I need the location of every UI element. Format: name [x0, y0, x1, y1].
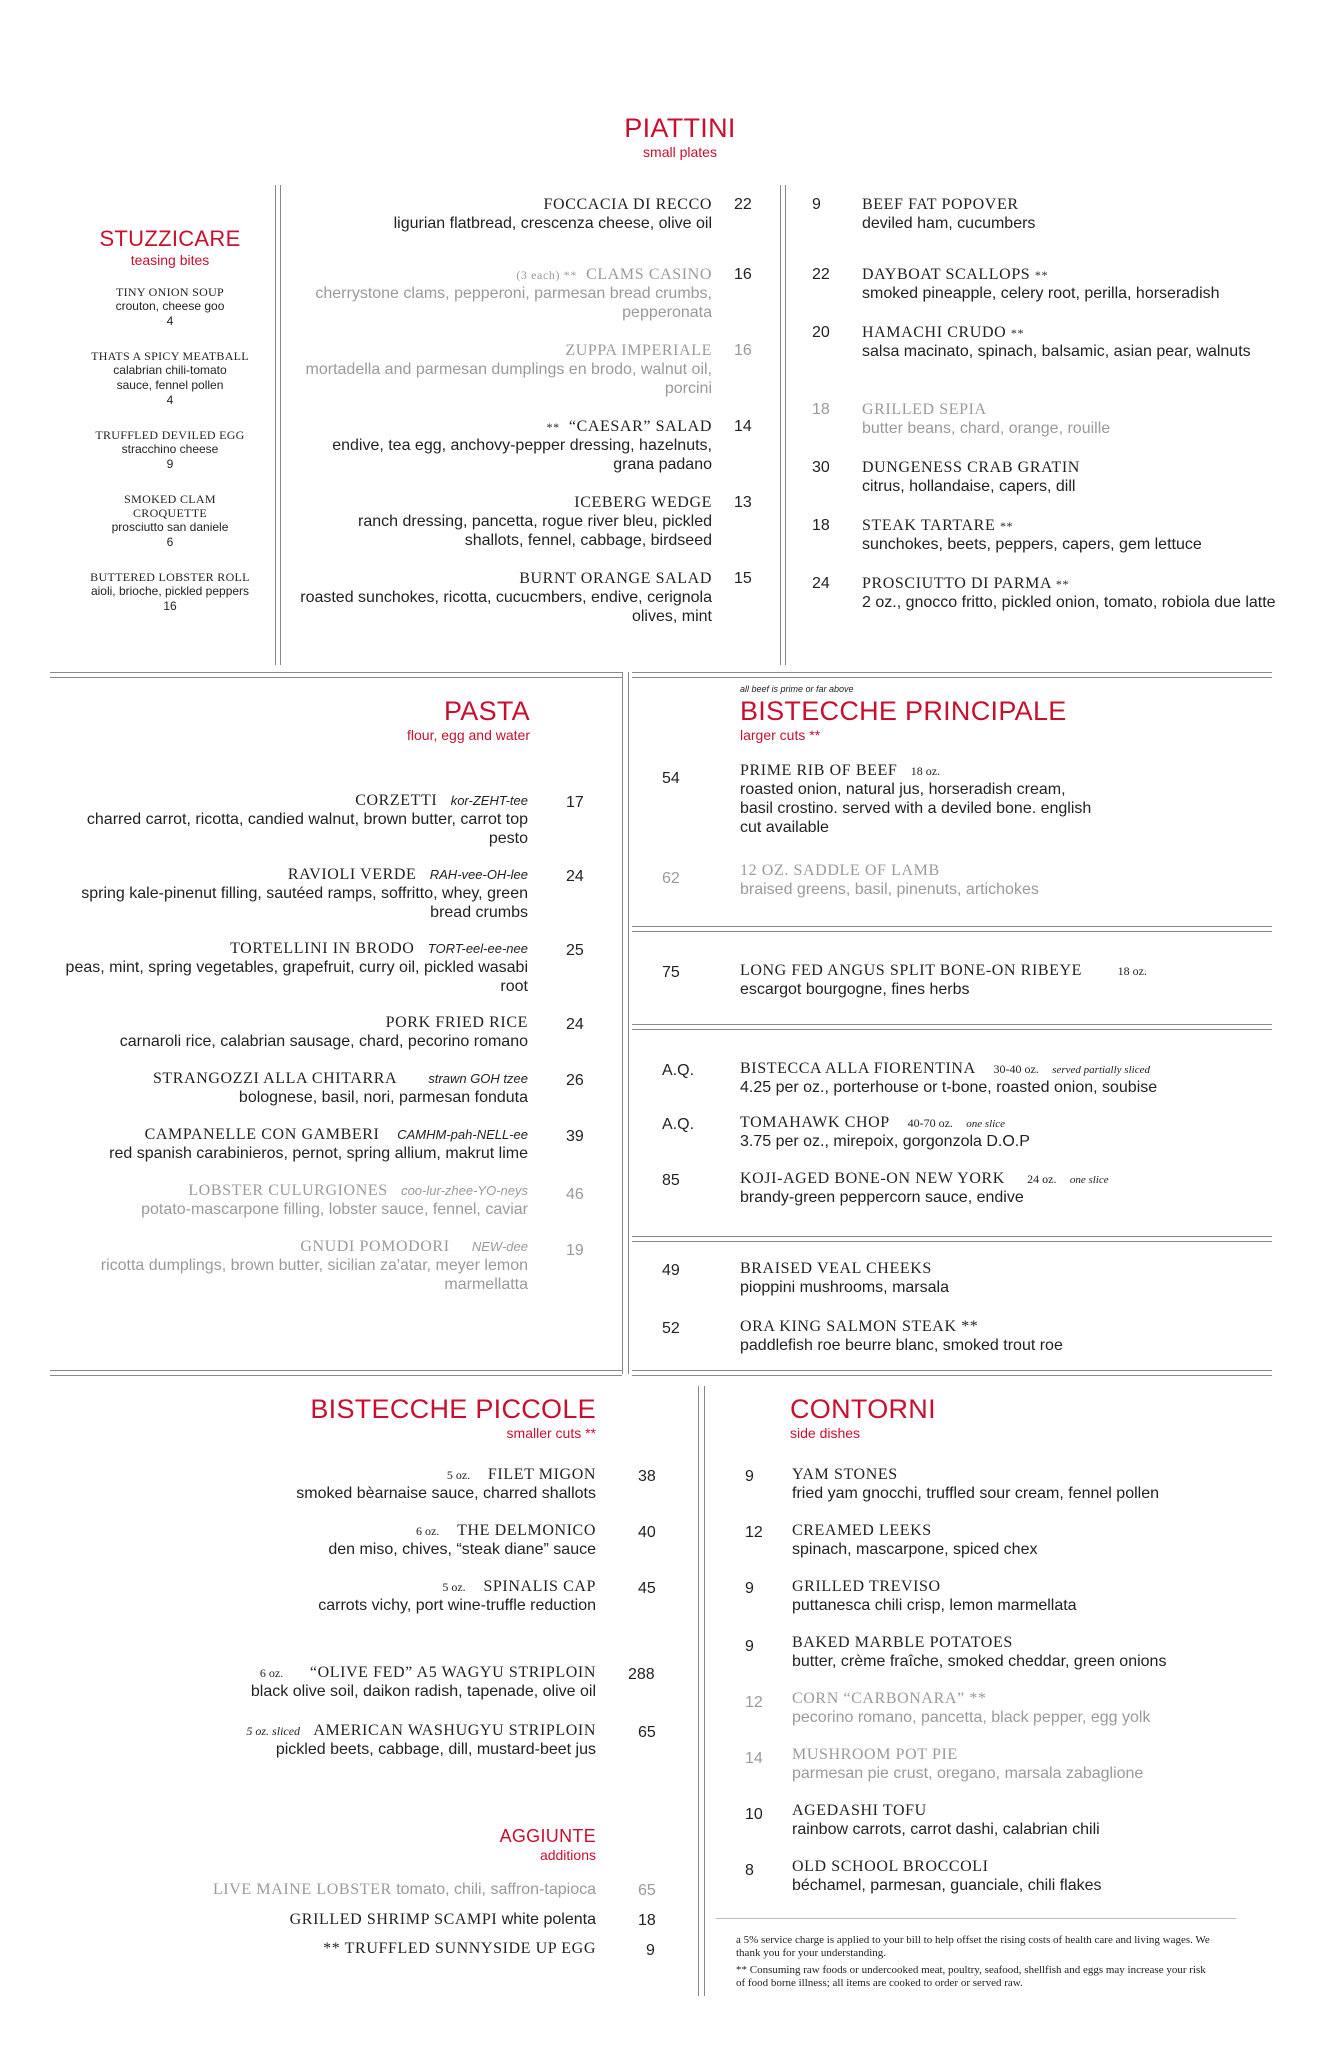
item-desc: 2 oz., gnocco fritto, pickled onion, tomato, robiola due latte [862, 594, 1276, 611]
item-name: BUTTERED LOBSTER ROLL [90, 570, 250, 584]
item-desc: crouton, cheese goo [115, 299, 225, 313]
item-desc: puttanesca chili crisp, lemon marmellata [792, 1597, 1077, 1614]
item-name: RAVIOLI VERDE [287, 866, 417, 883]
divider [632, 1024, 1272, 1025]
item-name: TRUFFLED DEVILED EGG [95, 428, 245, 442]
item-desc: 3.75 per oz., mirepoix, gorgonzola D.O.P [740, 1133, 1030, 1150]
divider [704, 1386, 705, 1996]
piccole-header [250, 1394, 596, 1441]
divider [280, 185, 281, 665]
item-pronunciation: CAMHM-pah-NELL-ee [397, 1127, 528, 1142]
list-item [50, 940, 528, 996]
list-item [50, 1070, 528, 1107]
footer-rule [716, 1918, 1236, 1919]
divider [785, 185, 786, 665]
item-price: 30 [812, 459, 830, 476]
item-name: BURNT ORANGE SALAD [519, 570, 712, 587]
item-desc: bolognese, basil, nori, parmesan fonduta [238, 1089, 528, 1106]
item-price: 8 [745, 1862, 754, 1879]
divider [50, 1375, 622, 1376]
divider [275, 185, 276, 665]
item-size: 6 oz. [415, 1524, 440, 1538]
bistecche-subtitle: larger cuts ** [740, 727, 821, 743]
item-pronunciation: strawn GOH tzee [428, 1071, 528, 1086]
item-name: LONG FED ANGUS SPLIT BONE-ON RIBEYE [740, 962, 1083, 979]
item-name: CREAMED LEEKS [792, 1522, 932, 1539]
list-item [160, 1522, 596, 1559]
pasta-header [300, 696, 530, 743]
divider [632, 926, 1272, 927]
item-name: TINY ONION SOUP [115, 285, 225, 299]
list-item [792, 1522, 1262, 1559]
item-price: 18 [812, 401, 830, 418]
item-name: KOJI-AGED BONE-ON NEW YORK [740, 1170, 1005, 1187]
piccole-title: BISTECCHE PICCOLE [310, 1394, 596, 1424]
item-desc: pickled beets, cabbage, dill, mustard-beet jus [275, 1741, 596, 1758]
item-size: 5 oz. [442, 1580, 466, 1594]
beef-note: all beef is prime or far above [740, 684, 854, 694]
item-price: 14 [734, 418, 752, 435]
item-name: ORA KING SALMON STEAK ** [740, 1318, 979, 1335]
item-desc: béchamel, parmesan, guanciale, chili flakes [792, 1877, 1102, 1894]
pasta-subtitle: flour, egg and water [407, 727, 530, 743]
item-price: 26 [566, 1072, 584, 1089]
aggiunte-title: AGGIUNTE [499, 1826, 596, 1846]
item-desc: tomato, chili, saffron-tapioca [396, 1881, 596, 1898]
list-item [300, 570, 712, 626]
item-price: 20 [812, 324, 830, 341]
divider [622, 672, 623, 1374]
item-name: DAYBOAT SCALLOPS [862, 266, 1031, 283]
aggiunte-header [400, 1826, 596, 1863]
item-price: 9 [745, 1580, 754, 1597]
item-name: STRANGOZZI ALLA CHITARRA [152, 1070, 398, 1087]
item-marker: ** [1055, 577, 1070, 591]
item-price: 39 [566, 1128, 584, 1145]
list-item [792, 1578, 1262, 1615]
item-price: 85 [662, 1172, 680, 1189]
stuzzicare-subtitle: teasing bites [130, 252, 210, 268]
item-desc: parmesan pie crust, oregano, marsala zabaglione [792, 1765, 1144, 1782]
item-marker: ** [999, 519, 1014, 533]
item-price: 9 [812, 196, 821, 213]
item-price: 9 [646, 1942, 655, 1959]
item-desc: den miso, chives, “steak diane” sauce [328, 1541, 596, 1558]
list-item [160, 1466, 596, 1503]
item-qty: (3 each) ** [516, 268, 577, 282]
list-item [862, 324, 1282, 361]
item-name: PORK FRIED RICE [385, 1014, 528, 1031]
list-item [862, 459, 1282, 496]
item-name: BISTECCA ALLA FIORENTINA [740, 1060, 976, 1077]
divider [632, 677, 1272, 678]
item-name: THATS A SPICY MEATBALL [91, 349, 249, 363]
item-desc: butter beans, chard, orange, rouille [862, 420, 1111, 437]
item-price: 288 [628, 1666, 655, 1683]
item-price: 40 [638, 1524, 656, 1541]
item-desc: fried yam gnocchi, truffled sour cream, fennel pollen [792, 1485, 1160, 1502]
item-pronunciation: coo-lur-zhee-YO-neys [401, 1183, 528, 1198]
item-pronunciation: RAH-vee-OH-lee [429, 867, 528, 882]
piattini-header [560, 113, 800, 160]
item-marker: ** [1034, 268, 1049, 282]
divider [50, 672, 622, 673]
item-desc: calabrian chili-tomato sauce, fennel pollen [113, 363, 227, 392]
list-item [862, 196, 1282, 233]
item-price: 4 [166, 393, 174, 407]
item-size: 18 oz. [910, 764, 941, 778]
piattini-title: PIATTINI [624, 113, 736, 143]
list-item [792, 1466, 1262, 1503]
divider [632, 1236, 1272, 1237]
item-price: 38 [638, 1468, 656, 1485]
list-item [72, 349, 268, 408]
item-name: 12 OZ. SADDLE OF LAMB [740, 862, 940, 879]
item-name: DUNGENESS CRAB GRATIN [862, 459, 1080, 476]
item-name: BAKED MARBLE POTATOES [792, 1634, 1013, 1651]
list-item [792, 1802, 1262, 1839]
divider [632, 1029, 1272, 1030]
item-desc: prosciutto san daniele [111, 520, 229, 534]
item-name: PRIME RIB OF BEEF [740, 762, 898, 779]
list-item [792, 1634, 1262, 1671]
list-item [740, 862, 1160, 899]
item-name: THE DELMONICO [457, 1522, 596, 1539]
item-name: FILET MIGON [487, 1466, 596, 1483]
item-desc: butter, crème fraîche, smoked cheddar, green onions [792, 1653, 1167, 1670]
item-name: FOCCACIA DI RECCO [543, 196, 712, 213]
contorni-title: CONTORNI [790, 1394, 936, 1424]
item-name: CLAMS CASINO [586, 266, 712, 283]
item-pronunciation: kor-ZEHT-tee [450, 793, 528, 808]
item-desc: black olive soil, daikon radish, tapenade, olive oil [250, 1683, 596, 1700]
item-desc: smoked bèarnaise sauce, charred shallots [296, 1485, 596, 1502]
list-item [50, 1014, 528, 1051]
list-item [792, 1858, 1262, 1895]
item-price: 4 [166, 314, 174, 328]
item-price: A.Q. [662, 1116, 695, 1133]
item-price: 10 [745, 1806, 763, 1823]
item-name: MUSHROOM POT PIE [792, 1746, 958, 1763]
item-name: GRILLED SEPIA [862, 401, 987, 418]
item-desc: deviled ham, cucumbers [862, 215, 1036, 232]
item-name: BEEF FAT POPOVER [862, 196, 1019, 213]
list-item [792, 1746, 1262, 1783]
item-price: 6 [166, 535, 174, 549]
divider [632, 1241, 1272, 1242]
list-item [300, 494, 712, 550]
list-item [300, 266, 712, 322]
list-item [300, 196, 712, 233]
item-desc: smoked pineapple, celery root, perilla, horseradish [862, 285, 1220, 302]
list-item [72, 428, 268, 472]
item-name: ** TRUFFLED SUNNYSIDE UP EGG [323, 1940, 596, 1957]
item-price: 54 [662, 770, 680, 787]
item-price: 24 [812, 575, 830, 592]
item-price: 15 [734, 570, 752, 587]
item-name: CORN “CARBONARA” ** [792, 1690, 987, 1707]
contorni-header [790, 1394, 1090, 1441]
item-name: GNUDI POMODORI [300, 1238, 450, 1255]
item-desc: carnaroli rice, calabrian sausage, chard, pecorino romano [119, 1033, 528, 1050]
item-price: 12 [745, 1524, 763, 1541]
pasta-title: PASTA [443, 696, 530, 726]
list-item [862, 517, 1282, 554]
item-desc: sunchokes, beets, peppers, capers, gem lettuce [862, 536, 1202, 553]
item-desc: braised greens, basil, pinenuts, artichokes [740, 881, 1039, 898]
item-name: GRILLED TREVISO [792, 1578, 941, 1595]
item-price: 49 [662, 1262, 680, 1279]
item-desc: ranch dressing, pancetta, rogue river bleu, pickled shallots, fennel, cabbage, birdseed [358, 513, 712, 549]
item-desc: citrus, hollandaise, capers, dill [862, 478, 1076, 495]
item-desc: red spanish carabinieros, pernot, spring allium, makrut lime [109, 1145, 528, 1162]
item-name: “CAESAR” SALAD [568, 418, 712, 435]
item-note: served partially sliced [1052, 1064, 1150, 1076]
list-item [740, 1170, 1260, 1207]
list-item [50, 866, 528, 922]
piccole-subtitle: smaller cuts ** [506, 1425, 596, 1441]
item-desc: brandy-green peppercorn sauce, endive [740, 1189, 1024, 1206]
item-price: 45 [638, 1580, 656, 1597]
aggiunte-subtitle: additions [539, 1847, 596, 1863]
item-price: 65 [638, 1882, 656, 1899]
item-desc: roasted sunchokes, ricotta, cucucmbers, endive, cerignola olives, mint [300, 589, 712, 625]
item-price: 9 [745, 1468, 754, 1485]
item-name: AMERICAN WASHUGYU STRIPLOIN [313, 1722, 596, 1739]
item-marker: ** [1010, 326, 1025, 340]
stuzzicare-section [60, 226, 280, 268]
divider [628, 672, 629, 1374]
list-item [72, 285, 268, 329]
item-desc: white polenta [501, 1911, 596, 1928]
piattini-subtitle: small plates [643, 144, 717, 160]
item-desc: aioli, brioche, pickled peppers [90, 584, 250, 598]
item-desc: stracchino cheese [121, 442, 219, 456]
divider [632, 931, 1272, 932]
item-size: 5 oz. [446, 1468, 471, 1482]
item-desc: carrots vichy, port wine-truffle reduction [318, 1597, 596, 1614]
list-item [50, 1182, 528, 1219]
item-name: STEAK TARTARE [862, 517, 996, 534]
item-name: LOBSTER CULURGIONES [188, 1182, 388, 1199]
item-desc: escargot bourgogne, fines herbs [740, 981, 970, 998]
stuzzicare-title: STUZZICARE [99, 226, 241, 251]
list-item [740, 962, 1240, 999]
item-desc: rainbow carrots, carrot dashi, calabrian chili [792, 1821, 1100, 1838]
list-item [740, 1114, 1260, 1151]
item-price: 16 [163, 599, 177, 613]
item-price: 13 [734, 494, 752, 511]
item-desc: salsa macinato, spinach, balsamic, asian pear, walnuts [862, 343, 1251, 360]
service-charge-note: a 5% service charge is applied to your bill to help offset the rising costs of health care and living wages. We thank you for your understanding. [736, 1934, 1210, 1959]
list-item [160, 1664, 596, 1701]
list-item [300, 418, 712, 474]
item-price: 12 [745, 1694, 763, 1711]
list-item [40, 1238, 528, 1294]
list-item [862, 266, 1282, 303]
contorni-subtitle: side dishes [790, 1425, 861, 1441]
item-desc: mortadella and parmesan dumplings en brodo, walnut oil, porcini [305, 361, 712, 397]
list-item [792, 1690, 1262, 1727]
item-price: 19 [566, 1242, 584, 1259]
item-pronunciation: TORT-eel-ee-nee [427, 941, 528, 956]
item-price: 52 [662, 1320, 680, 1337]
item-name: ZUPPA IMPERIALE [565, 342, 712, 359]
item-name: LIVE MAINE LOBSTER [212, 1881, 392, 1898]
item-desc: peas, mint, spring vegetables, grapefruit, curry oil, pickled wasabi root [65, 959, 528, 995]
divider [632, 1375, 1272, 1376]
item-desc: ligurian flatbread, crescenza cheese, olive oil [393, 215, 712, 232]
raw-food-warning: ** Consuming raw foods or undercooked meat, poultry, seafood, shellfish and eggs may increase your risk of food borne illness; all items are cooked to order or served raw. [736, 1964, 1206, 1989]
list-item [862, 401, 1282, 438]
divider [698, 1386, 699, 1996]
item-price: 65 [638, 1724, 656, 1741]
item-price: 62 [662, 870, 680, 887]
divider [780, 185, 781, 665]
list-item [72, 570, 268, 614]
item-desc: ricotta dumplings, brown butter, sicilian za'atar, meyer lemon marmellatta [100, 1257, 528, 1293]
item-size: 5 oz. sliced [246, 1724, 301, 1738]
item-price: 75 [662, 964, 680, 981]
item-price: 16 [734, 266, 752, 283]
divider [50, 1370, 622, 1371]
item-size: 24 oz. [1027, 1172, 1057, 1186]
stuzzicare-list [72, 285, 268, 614]
divider [632, 1370, 1272, 1371]
item-price: 22 [734, 196, 752, 213]
item-pronunciation: NEW-dee [471, 1239, 528, 1254]
item-name: TOMAHAWK CHOP [740, 1114, 890, 1131]
item-name: AGEDASHI TOFU [792, 1802, 927, 1819]
item-name: ICEBERG WEDGE [574, 494, 712, 511]
list-item [300, 342, 712, 398]
item-price: 18 [812, 517, 830, 534]
item-name: SMOKED CLAM CROQUETTE [124, 492, 216, 520]
list-item [160, 1578, 596, 1615]
list-item [740, 1318, 1260, 1355]
list-item [740, 762, 1100, 837]
item-note: one slice [966, 1118, 1006, 1130]
item-desc: 4.25 per oz., porterhouse or t-bone, roasted onion, soubise [740, 1079, 1158, 1096]
item-name: “OLIVE FED” A5 WAGYU STRIPLOIN [309, 1664, 596, 1681]
item-price: 9 [166, 457, 174, 471]
list-item [160, 1722, 596, 1759]
item-name: YAM STONES [792, 1466, 898, 1483]
item-desc: pioppini mushrooms, marsala [740, 1279, 949, 1296]
item-name: CORZETTI [355, 792, 438, 809]
list-item [120, 1910, 596, 1929]
item-price: 46 [566, 1186, 584, 1203]
item-name: BRAISED VEAL CHEEKS [740, 1260, 932, 1277]
list-item [72, 492, 268, 550]
divider [50, 677, 622, 678]
item-price: 9 [745, 1638, 754, 1655]
item-name: PROSCIUTTO DI PARMA [862, 575, 1052, 592]
item-desc: spring kale-pinenut filling, sautéed ramps, soffritto, whey, green bread crumbs [81, 885, 528, 921]
item-desc: paddlefish roe beurre blanc, smoked trout roe [740, 1337, 1063, 1354]
item-price: 22 [812, 266, 830, 283]
list-item [862, 575, 1282, 612]
item-desc: endive, tea egg, anchovy-pepper dressing, hazelnuts, grana padano [332, 437, 712, 473]
item-desc: pecorino romano, pancetta, black pepper, egg yolk [792, 1709, 1151, 1726]
bistecche-title: BISTECCHE PRINCIPALE [740, 696, 1067, 726]
item-name: HAMACHI CRUDO [862, 324, 1007, 341]
item-name: CAMPANELLE CON GAMBERI [144, 1126, 380, 1143]
item-marker: ** [546, 420, 560, 434]
divider [632, 672, 1272, 673]
item-desc: cherrystone clams, pepperoni, parmesan bread crumbs, pepperonata [315, 285, 712, 321]
item-desc: roasted onion, natural jus, horseradish cream, basil crostino. served with a deviled bone. english cut available [740, 781, 1092, 836]
list-item [120, 1940, 596, 1958]
item-size: 40-70 oz. [907, 1116, 953, 1130]
item-price: 24 [566, 868, 584, 885]
item-size: 6 oz. [259, 1666, 284, 1680]
bistecche-header [740, 696, 1140, 743]
item-desc: charred carrot, ricotta, candied walnut, brown butter, carrot top pesto [86, 811, 528, 847]
list-item [50, 792, 528, 848]
item-desc: potato-mascarpone filling, lobster sauce, fennel, caviar [141, 1201, 528, 1218]
item-price: 25 [566, 942, 584, 959]
item-price: A.Q. [662, 1062, 695, 1079]
item-name: GRILLED SHRIMP SCAMPI [289, 1911, 498, 1928]
list-item [740, 1060, 1260, 1097]
item-name: TORTELLINI IN BRODO [230, 940, 415, 957]
list-item [40, 1126, 528, 1163]
item-name: OLD SCHOOL BROCCOLI [792, 1858, 989, 1875]
item-size: 18 oz. [1117, 964, 1147, 978]
item-price: 16 [734, 342, 752, 359]
item-price: 24 [566, 1016, 584, 1033]
list-item [120, 1880, 596, 1899]
item-size: 30-40 oz. [993, 1062, 1039, 1076]
list-item [740, 1260, 1260, 1297]
item-name: SPINALIS CAP [483, 1578, 596, 1595]
item-desc: spinach, mascarpone, spiced chex [792, 1541, 1038, 1558]
item-note: one slice [1069, 1174, 1109, 1186]
item-price: 18 [638, 1912, 656, 1929]
item-price: 17 [566, 794, 584, 811]
item-price: 14 [745, 1750, 763, 1767]
